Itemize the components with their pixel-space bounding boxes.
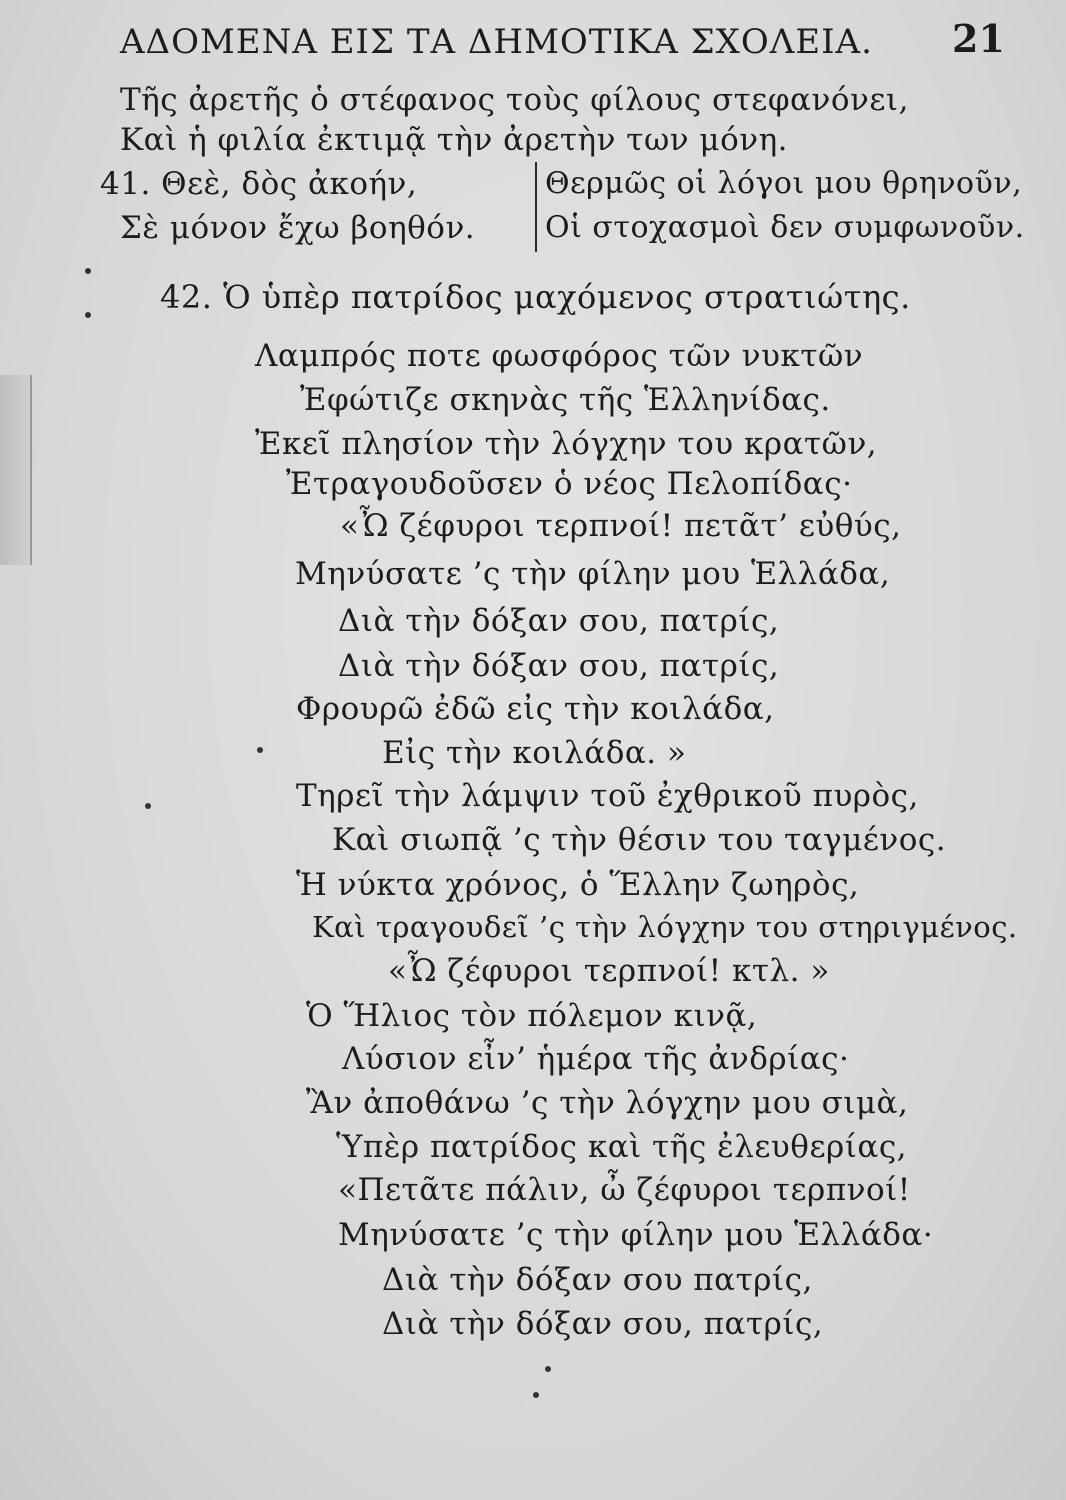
poem-line: Λύσιον εἶν’ ἡμέρα τῆς ἀνδρίας·: [342, 1041, 850, 1077]
poem-line: Διὰ τὴν δόξαν σου πατρίς,: [382, 1262, 813, 1298]
page-number: 21: [952, 16, 1005, 61]
section-42-title: 42. Ὁ ὑπὲρ πατρίδος μαχόμενος στρατιώτης.: [160, 278, 911, 316]
poem-line: Μηνύσατε ’ς τὴν φίλην μου Ἑλλάδα,: [295, 556, 891, 592]
section-41-left-line: Σὲ μόνον ἔχω βοηθόν.: [120, 210, 476, 246]
poem-line: «Ὦ ζέφυροι τερπνοί! πετᾶτ’ εὐθύς,: [340, 508, 902, 544]
ink-speck: [85, 312, 91, 318]
poem-line: Ἐκεῖ πλησίον τὴν λόγχην του κρατῶν,: [255, 426, 878, 462]
section-41-right-line: Οἱ στοχασμοὶ δεν συμφωνοῦν.: [545, 210, 1025, 245]
scan-edge-shadow: [0, 375, 32, 565]
poem-line: Ὁ Ἥλιος τὸν πόλεμον κινᾷ,: [306, 998, 758, 1034]
poem-line: Εἰς τὴν κοιλάδα. »: [382, 735, 687, 771]
ink-speck: [85, 268, 91, 274]
ink-speck: [145, 803, 151, 809]
poem-line: Διὰ τὴν δόξαν σου, πατρίς,: [338, 603, 780, 639]
ink-speck: [545, 1366, 551, 1372]
poem-line: Ἐφώτιζε σκηνὰς τῆς Ἑλληνίδας.: [300, 382, 831, 418]
poem-line: Καὶ τραγουδεῖ ’ς τὴν λόγχην του στηριγμένος.: [312, 910, 1018, 944]
couplet-line: Τῆς ἀρετῆς ὁ στέφανος τοὺς φίλους στεφανόνει,: [120, 82, 909, 118]
poem-line: Μηνύσατε ’ς τὴν φίλην μου Ἑλλάδα·: [338, 1217, 934, 1253]
section-41-left-line: 41. Θεὲ, δὸς ἀκοήν,: [100, 166, 418, 202]
poem-line: Λαμπρός ποτε φωσφόρος τῶν νυκτῶν: [255, 338, 864, 374]
poem-line: Τηρεῖ τὴν λάμψιν τοῦ ἐχθρικοῦ πυρὸς,: [296, 778, 919, 814]
poem-line: Ἐτραγουδοῦσεν ὁ νέος Πελοπίδας·: [286, 466, 853, 502]
poem-line: Διὰ τὴν δόξαν σου, πατρίς,: [338, 648, 780, 684]
ink-speck: [257, 747, 263, 753]
poem-line: Ἂν ἀποθάνω ’ς τὴν λόγχην μου σιμὰ,: [306, 1085, 909, 1121]
poem-line: Ὑπὲρ πατρίδος καὶ τῆς ἐλευθερίας,: [336, 1129, 908, 1165]
poem-line: Καὶ σιωπᾷ ’ς τὴν θέσιν του ταγμένος.: [332, 822, 947, 858]
section-41-right-line: Θερμῶς οἱ λόγοι μου θρηνοῦν,: [545, 166, 1023, 201]
poem-line: «Πετᾶτε πάλιν, ὦ ζέφυροι τερπνοί!: [338, 1172, 911, 1208]
poem-line: Φρουρῶ ἐδῶ εἰς τὴν κοιλάδα,: [296, 691, 775, 727]
ink-speck: [533, 1392, 539, 1398]
column-divider: [535, 162, 537, 252]
poem-line: Διὰ τὴν δόξαν σου, πατρίς,: [382, 1306, 824, 1342]
couplet-line: Καὶ ἡ φιλία ἐκτιμᾷ τὴν ἀρετὴν των μόνη.: [120, 122, 789, 158]
poem-line: Ἡ νύκτα χρόνος, ὁ Ἕλλην ζωηρὸς,: [296, 867, 860, 903]
running-header: ΑΔΟΜΕΝΑ ΕΙΣ ΤΑ ΔΗΜΟΤΙΚΑ ΣΧΟΛΕΙΑ.: [120, 22, 873, 62]
poem-line: «Ὦ ζέφυροι τερπνοί! κτλ. »: [388, 953, 830, 989]
